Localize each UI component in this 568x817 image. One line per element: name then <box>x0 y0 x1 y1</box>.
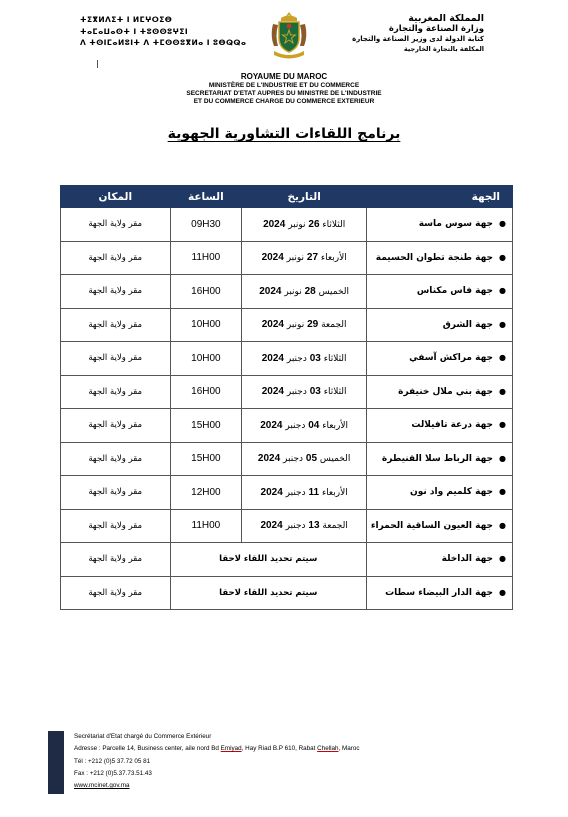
date-day: 29 <box>307 319 319 331</box>
region-name: جهة مراكش آسفي <box>409 353 494 364</box>
cell-date <box>242 208 367 242</box>
region-name: جهة الدار البيضاء سطات <box>385 587 494 598</box>
cell-time: 09H30 <box>170 208 242 242</box>
date-weekday: الثلاثاء <box>322 219 346 230</box>
cell-time: 15H00 <box>170 409 242 443</box>
date-weekday: الأربعاء <box>322 420 349 431</box>
footer <box>74 731 360 792</box>
tifinagh-line-3: ⴷ ⵜⵙⵏⵎⴰⵍⵓⵏⵜ ⴷ ⵜⵎⵙⵙⵓⴳⵍⴰ ⵏ ⵓⴱⵕⵕⴰ <box>80 38 247 47</box>
cell-time: 12H00 <box>170 476 242 510</box>
region-name: جهة سوس ماسة <box>418 219 494 230</box>
cell-region <box>367 208 513 242</box>
footer-org: Secrétariat d'Etat chargé du Commerce Extérieur <box>74 733 212 740</box>
table-row <box>61 275 513 309</box>
cell-date <box>242 409 367 443</box>
header-time: الساعة <box>170 186 242 208</box>
date-month: دجنبر <box>286 353 307 364</box>
date-day: 28 <box>304 285 316 297</box>
table-row <box>61 576 513 610</box>
region-name: جهة الشرق <box>442 319 494 330</box>
date-year: 2024 <box>261 252 284 264</box>
cell-time: 10H00 <box>170 308 242 342</box>
date-year: 2024 <box>260 520 283 532</box>
cell-date <box>242 275 367 309</box>
tifinagh-line-1: ⵜⵉⴳⵍⴷⵉⵜ ⵏ ⵍⵎⵖⵔⵉⴱ <box>80 15 173 24</box>
bullet-icon: ● <box>499 386 506 396</box>
schedule-table <box>60 185 513 610</box>
date-year: 2024 <box>261 386 284 398</box>
cell-place: مقر ولاية الجهة <box>61 409 171 443</box>
footer-tel: Tél : +212 (0)5 37.72 05 81 <box>74 757 151 765</box>
cell-region <box>367 509 513 543</box>
region-name: جهة العيون الساقية الحمراء <box>370 520 494 531</box>
table-row <box>61 241 513 275</box>
cell-place: مقر ولاية الجهة <box>61 342 171 376</box>
cell-place: مقر ولاية الجهة <box>61 275 171 309</box>
date-year: 2024 <box>257 453 281 465</box>
header-date: التاريخ <box>242 186 367 208</box>
date-year: 2024 <box>261 352 284 364</box>
footer-address <box>74 743 360 755</box>
fr-kingdom: ROYAUME DU MAROC <box>240 72 328 81</box>
date-day: 05 <box>305 453 318 465</box>
table-row <box>61 342 513 376</box>
address-part: Adresse : Parcelle 14, Business center, aile nord Bd <box>74 745 221 753</box>
table-row <box>61 375 513 409</box>
cell-place: مقر ولاية الجهة <box>61 241 171 275</box>
arabic-line-1: المملكة المغربية <box>408 13 484 24</box>
header-place: المكان <box>61 186 171 208</box>
date-day: 27 <box>306 252 319 264</box>
region-name: جهة الداخلة <box>441 554 494 565</box>
table-row <box>61 476 513 510</box>
region-name: جهة كلميم واد نون <box>410 487 494 498</box>
cell-region <box>367 476 513 510</box>
date-day: 11 <box>308 486 320 498</box>
address-part: , Maroc <box>338 745 360 753</box>
cell-time: 16H00 <box>170 375 242 409</box>
cell-place: مقر ولاية الجهة <box>61 308 171 342</box>
region-name: جهة طنجة تطوان الحسيمة <box>375 252 494 263</box>
cell-region <box>367 543 513 577</box>
cell-place: مقر ولاية الجهة <box>61 208 171 242</box>
date-year: 2024 <box>259 285 282 297</box>
cell-date <box>242 509 367 543</box>
bullet-icon: ● <box>499 420 506 430</box>
address-street: Emiyad <box>220 745 242 753</box>
cell-region <box>367 241 513 275</box>
bullet-icon: ● <box>499 520 506 530</box>
cell-date <box>242 308 367 342</box>
footer-accent-bar <box>48 731 64 794</box>
cell-date <box>242 442 367 476</box>
bullet-icon: ● <box>499 487 506 497</box>
date-month: نونبر <box>286 320 305 331</box>
table-row <box>61 208 513 242</box>
page-title: برنامج اللقاءات التشاورية الجهوية <box>167 126 401 142</box>
cell-place: مقر ولاية الجهة <box>61 375 171 409</box>
arabic-header <box>304 14 484 54</box>
bullet-icon: ● <box>499 319 506 329</box>
cell-region <box>367 442 513 476</box>
cell-date <box>242 342 367 376</box>
tifinagh-line-2: ⵜⴰⵎⴰⵡⴰⵙⵜ ⵏ ⵜⵓⵙⵙⵓⵖⵉⵏ <box>80 26 189 36</box>
address-part: , Hay Riad B.P 610, Rabat <box>241 745 318 753</box>
date-day: 13 <box>308 520 320 532</box>
table-row <box>61 509 513 543</box>
date-month: دجنبر <box>286 387 307 398</box>
arabic-line-3: كتابة الدولة لدى وزير الصناعة والتجارة <box>352 35 484 43</box>
date-weekday: الأربعاء <box>321 487 348 498</box>
cell-place: مقر ولاية الجهة <box>61 543 171 577</box>
date-year: 2024 <box>261 319 284 331</box>
region-name: جهة الرباط سلا القنيطرة <box>381 453 494 464</box>
table-row <box>61 543 513 577</box>
cell-time: 11H00 <box>170 241 242 275</box>
cell-to-be-scheduled: سيتم تحديد اللقاء لاحقا <box>170 576 367 610</box>
header-divider <box>97 60 98 68</box>
cell-to-be-scheduled: سيتم تحديد اللقاء لاحقا <box>170 543 367 577</box>
cell-time: 15H00 <box>170 442 242 476</box>
date-weekday: الجمعة <box>322 521 348 532</box>
header-region: الجهة <box>367 186 513 208</box>
cell-region <box>367 308 513 342</box>
region-name: جهة فاس مكناس <box>416 286 494 297</box>
cell-date <box>242 476 367 510</box>
cell-place: مقر ولاية الجهة <box>61 576 171 610</box>
cell-region <box>367 576 513 610</box>
date-day: 03 <box>309 386 321 398</box>
address-district: Chellah <box>317 745 339 753</box>
arabic-line-2: وزارة الصناعة والتجارة <box>388 24 484 34</box>
cell-time: 10H00 <box>170 342 242 376</box>
date-day: 03 <box>309 352 321 364</box>
cell-region <box>367 409 513 443</box>
bullet-icon: ● <box>499 286 506 296</box>
date-day: 26 <box>308 218 320 230</box>
date-month: دجنبر <box>283 454 304 465</box>
arabic-line-4: المكلفة بالتجارة الخارجية <box>403 45 484 53</box>
cell-region <box>367 275 513 309</box>
bullet-icon: ● <box>499 554 506 564</box>
date-month: دجنبر <box>285 420 306 431</box>
cell-region <box>367 375 513 409</box>
date-weekday: الأربعاء <box>320 253 347 264</box>
date-weekday: الثلاثاء <box>323 387 347 398</box>
date-month: دجنبر <box>285 521 306 532</box>
bullet-icon: ● <box>499 353 506 363</box>
date-year: 2024 <box>260 419 283 431</box>
date-year: 2024 <box>263 218 286 230</box>
bullet-icon: ● <box>499 219 506 229</box>
table-row <box>61 409 513 443</box>
date-weekday: الخميس <box>318 286 350 297</box>
cell-date <box>242 241 367 275</box>
region-name: جهة درعة تافيلالت <box>411 420 494 431</box>
footer-website-link[interactable]: www.mcinet.gov.ma <box>74 782 130 790</box>
date-month: دجنبر <box>285 487 306 498</box>
tifinagh-header <box>80 14 247 49</box>
fr-secretariat-2: ET DU COMMERCE CHARGE DU COMMERCE EXTERIEUR <box>193 98 375 105</box>
footer-fax: Fax : +212 (0)5.37.73.51.43 <box>74 769 152 777</box>
bullet-icon: ● <box>499 587 506 597</box>
french-header <box>0 72 568 106</box>
cell-place: مقر ولاية الجهة <box>61 509 171 543</box>
cell-date <box>242 375 367 409</box>
cell-place: مقر ولاية الجهة <box>61 476 171 510</box>
cell-place: مقر ولاية الجهة <box>61 442 171 476</box>
cell-region <box>367 342 513 376</box>
fr-ministry: MINISTÈRE DE L'INDUSTRIE ET DU COMMERCE <box>208 82 360 89</box>
date-weekday: الثلاثاء <box>323 353 347 364</box>
date-month: نونبر <box>284 286 302 297</box>
date-weekday: الجمعة <box>321 320 347 331</box>
fr-secretariat-1: SECRETARIAT D'ETAT AUPRES DU MINISTRE DE L'INDUSTRIE <box>186 90 382 97</box>
date-month: نونبر <box>286 253 305 264</box>
cell-time: 16H00 <box>170 275 242 309</box>
bullet-icon: ● <box>499 453 506 463</box>
date-day: 04 <box>308 419 320 431</box>
date-year: 2024 <box>260 486 283 498</box>
date-month: نونبر <box>288 219 306 230</box>
table-row <box>61 308 513 342</box>
region-name: جهة بني ملال خنيفرة <box>398 386 494 397</box>
cell-time: 11H00 <box>170 509 242 543</box>
table-row <box>61 442 513 476</box>
date-weekday: الخميس <box>319 454 351 465</box>
table-header-row <box>61 186 513 208</box>
bullet-icon: ● <box>499 252 506 262</box>
